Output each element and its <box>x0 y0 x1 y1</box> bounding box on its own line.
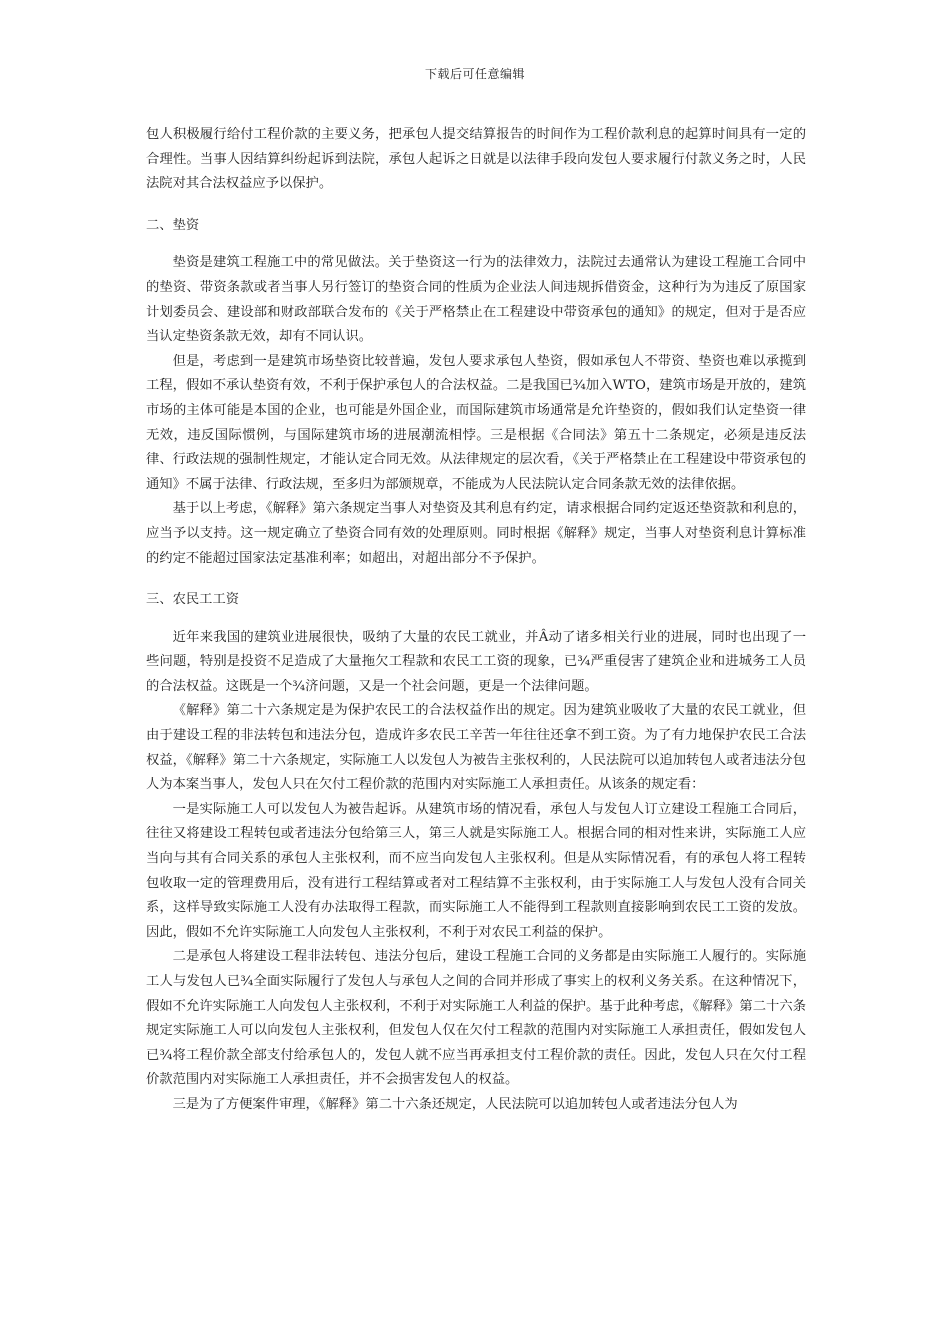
paragraph: 近年来我国的建筑业进展很快，吸纳了大量的农民工就业，并Â动了诸多相关行业的进展，同时也出现了一些问题，特别是投资不足造成了大量拖欠工程款和农民工工资的现象，已¾严重侵害了建筑企业和进城务工人员的合法权益。这既是一个¾济问题，又是一个社会问题，更是一个法律问题。 <box>146 629 806 694</box>
paragraph: 一是实际施工人可以发包人为被告起诉。从建筑市场的情况看，承包人与发包人订立建设工程施工合同后，往往又将建设工程转包或者违法分包给第三人，第三人就是实际施工人。根据合同的相对性来讲，实际施工人应当向与其有合同关系的承包人主张权利，而不应当向发包人主张权利。但是从实际情况看，有的承包人将工程转包收取一定的管理费用后，没有进行工程结算或者对工程结算不主张权利，由于实际施工人与发包人没有合同关系，这样导致实际施工人没有办法取得工程款，而实际施工人不能得到工程款则直接影响到农民工工资的发放。因此，假如不允许实际施工人向发包人主张权利，不利于对农民工利益的保护。 <box>146 801 806 940</box>
paragraph: 基于以上考虑，《解释》第六条规定当事人对垫资及其利息有约定，请求根据合同约定返还垫资款和利息的，应当予以支持。这一规定确立了垫资合同有效的处理原则。同时根据《解释》规定，当事人对垫资利息计算标准的约定不能超过国家法定基准利率；如超出，对超出部分不予保护。 <box>146 501 806 566</box>
document-body <box>146 123 806 1118</box>
page-header: 下载后可任意编辑 <box>424 67 525 81</box>
paragraph: 但是，考虑到一是建筑市场垫资比较普遍，发包人要求承包人垫资，假如承包人不带资、垫资也难以承揽到工程，假如不承认垫资有效，不利于保护承包人的合法权益。二是我国已¾加入WTO，建筑市场是开放的，建筑市场的主体可能是本国的企业，也可能是外国企业，而国际建筑市场通常是允许垫资的，假如我们认定垫资一律无效，违反国际惯例，与国际建筑市场的进展潮流相悖。三是根据《合同法》第五十二条规定，必须是违反法律、行政法规的强制性规定，才能认定合同无效。从法律规定的层次看，《关于严格禁止在工程建设中带资承包的通知》不属于法律、行政法规，至多归为部颁规章，不能成为人民法院认定合同条款无效的法律依据。 <box>146 353 806 492</box>
paragraph: 三是为了方便案件审理，《解释》第二十六条还规定，人民法院可以追加转包人或者违法分包人为 <box>172 1096 738 1112</box>
section-heading-migrant-wages: 三、农民工工资 <box>146 592 240 608</box>
section-heading-advance-funding: 二、垫资 <box>146 217 200 233</box>
paragraph: 垫资是建筑工程施工中的常见做法。关于垫资这一行为的法律效力，法院过去通常认为建设工程施工合同中的垫资、带资条款或者当事人另行签订的垫资合同的性质为企业法人间违规拆借资金，这种行为为违反了原国家计划委员会、建设部和财政部联合发布的《关于严格禁止在工程建设中带资承包的通知》的规定，但对于是否应当认定垫资条款无效，却有不同认识。 <box>146 255 806 345</box>
paragraph: 二是承包人将建设工程非法转包、违法分包后，建设工程施工合同的义务都是由实际施工人履行的。实际施工人与发包人已¾全面实际履行了发包人与承包人之间的合同并形成了事实上的权利义务关系。在这种情况下，假如不允许实际施工人向发包人主张权利，不利于对实际施工人利益的保护。基于此种考虑，《解释》第二十六条规定实际施工人可以向发包人主张权利，但发包人仅在欠付工程款的范围内对实际施工人承担责任，假如发包人已¾将工程价款全部支付给承包人的，发包人就不应当再承担支付工程价款的责任。因此，发包人只在欠付工程价款范围内对实际施工人承担责任，并不会损害发包人的权益。 <box>146 949 806 1088</box>
paragraph: 《解释》第二十六条规定是为保护农民工的合法权益作出的规定。因为建筑业吸收了大量的农民工就业，但由于建设工程的非法转包和违法分包，造成许多农民工辛苦一年往往还拿不到工资。为了有力地保护农民工合法权益，《解释》第二十六条规定，实际施工人以发包人为被告主张权利的，人民法院可以追加转包人或者违法分包人为本案当事人，发包人只在欠付工程价款的范围内对实际施工人承担责任。从该条的规定看： <box>146 703 806 793</box>
intro-paragraph: 包人积极履行给付工程价款的主要义务，把承包人提交结算报告的时间作为工程价款利息的起算时间具有一定的合理性。当事人因结算纠纷起诉到法院，承包人起诉之日就是以法律手段向发包人要求履行付款义务之时，人民法院对其合法权益应予以保护。 <box>146 127 806 192</box>
